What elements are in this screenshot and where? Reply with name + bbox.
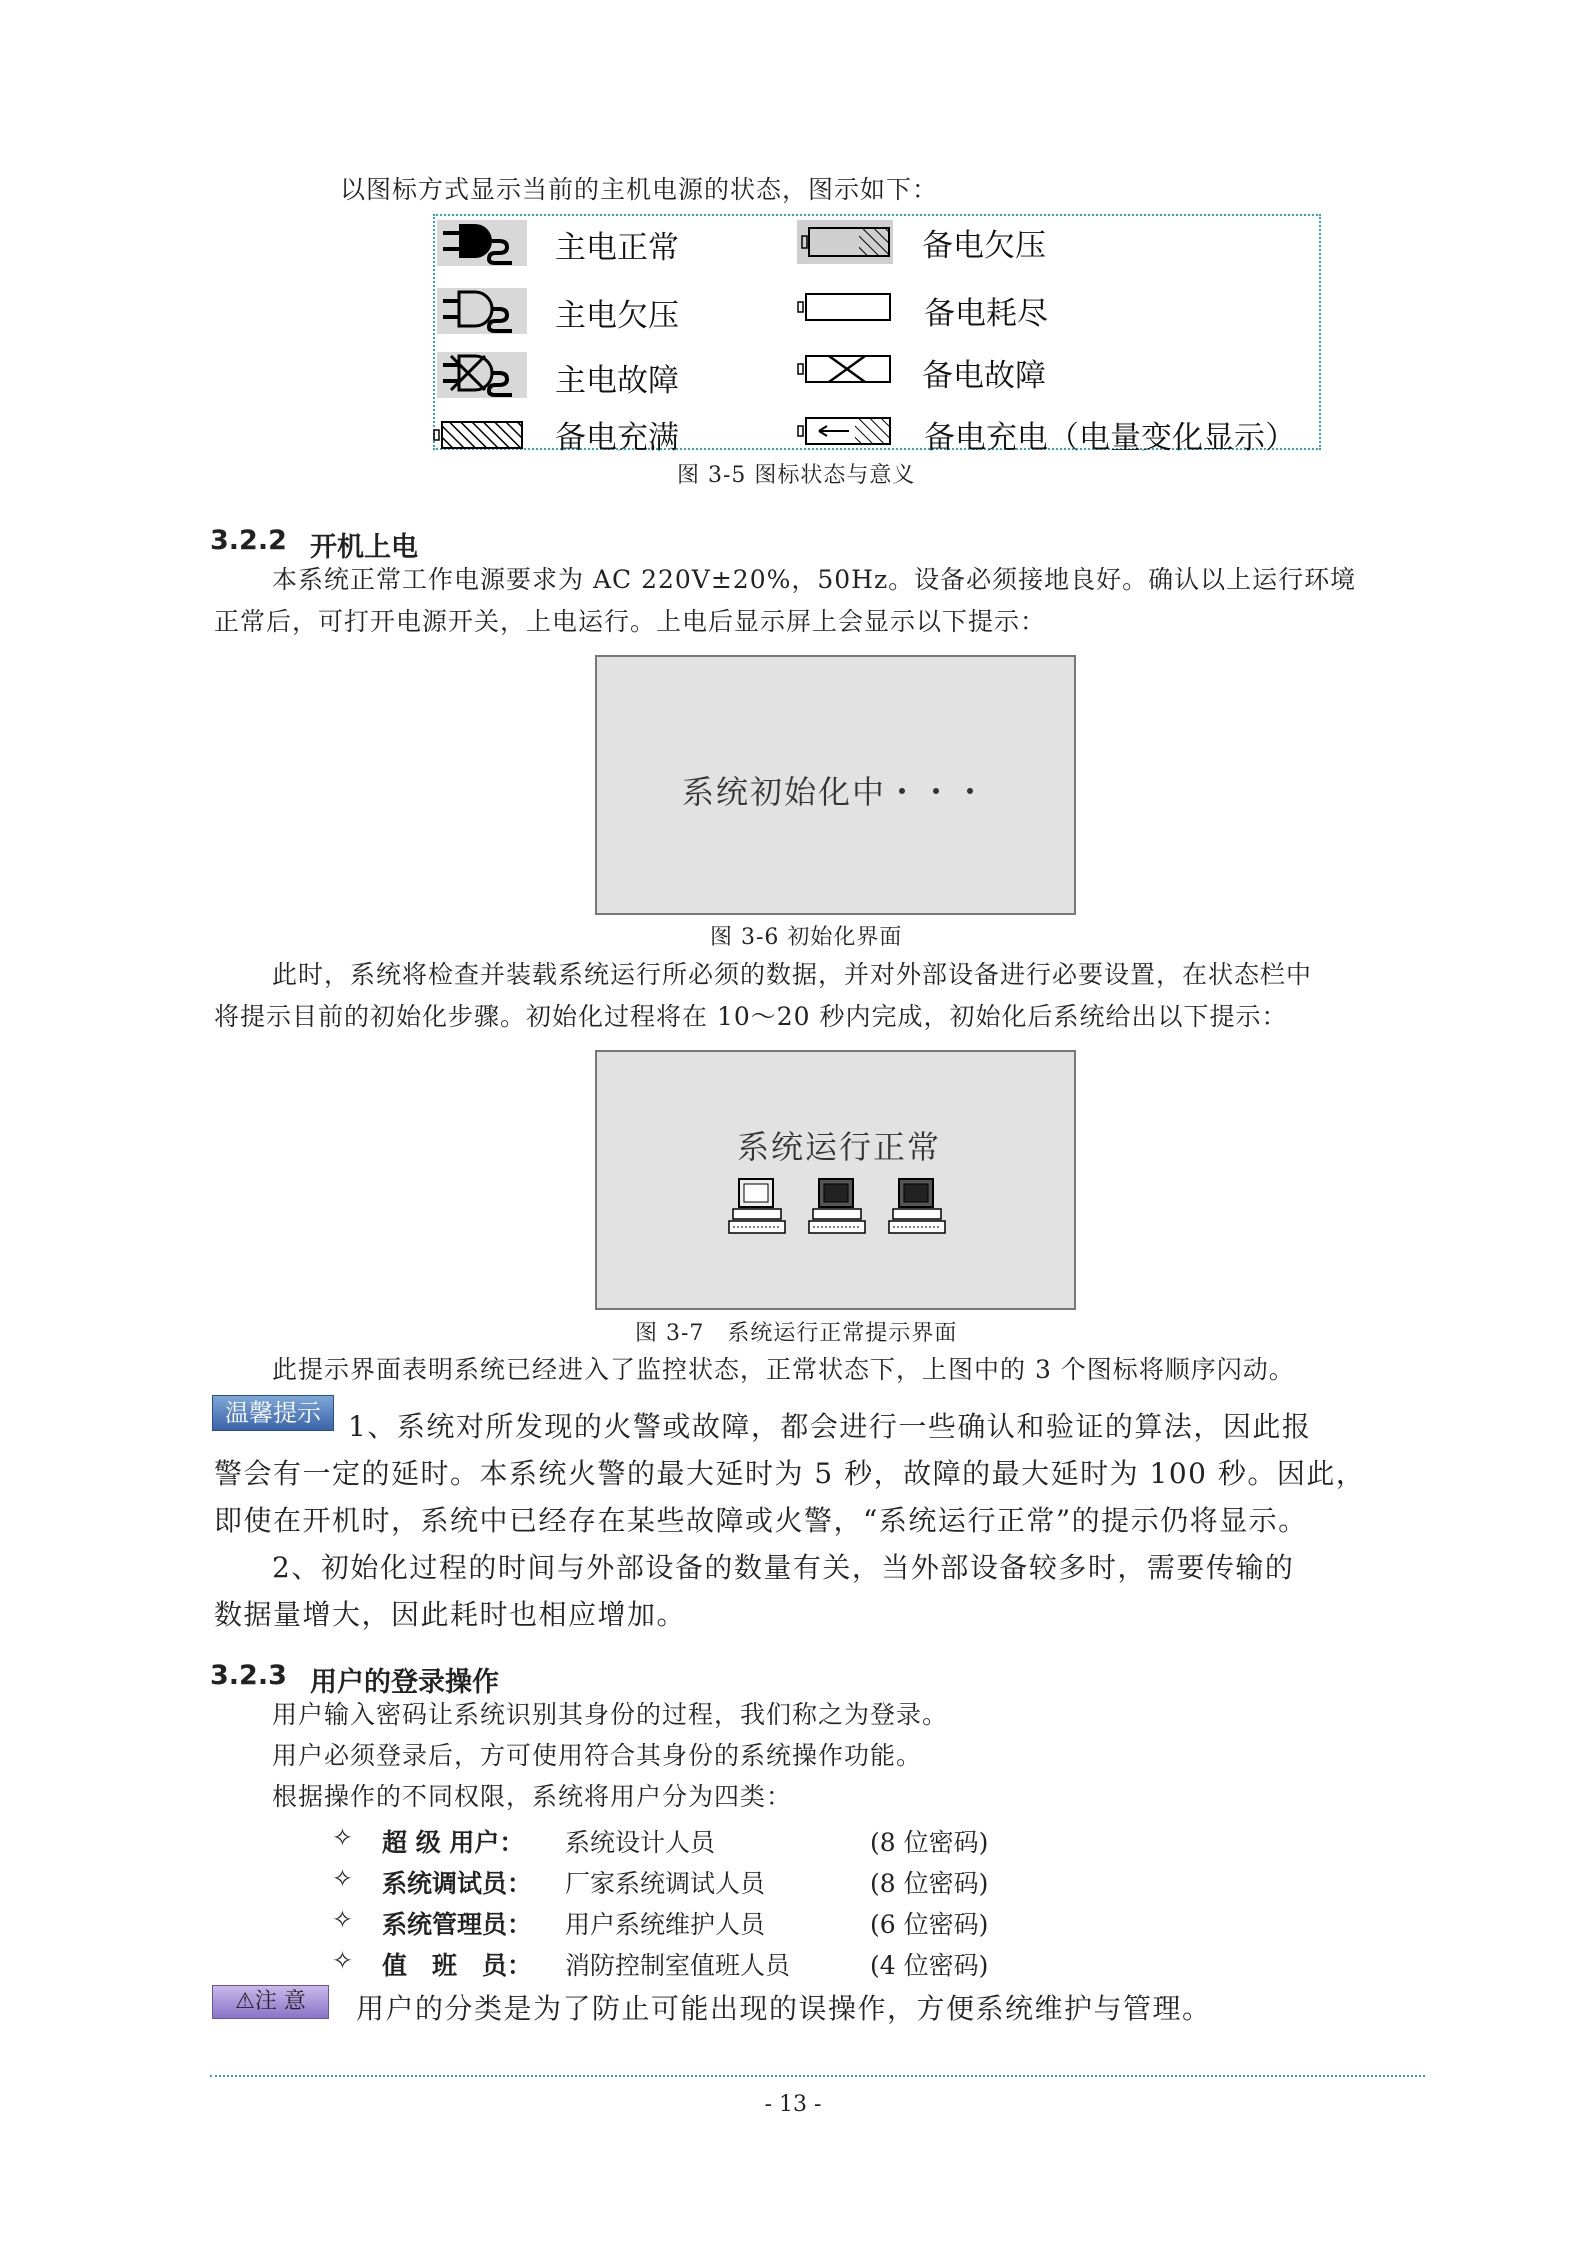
role-password: (8 位密码) [870, 1828, 989, 1857]
backup-low-icon [797, 220, 893, 264]
tip-badge: 温馨提示 [212, 1395, 334, 1431]
role-name: 系统管理员： [382, 1910, 533, 1939]
role-name: 超 级 用户： [382, 1828, 525, 1857]
section-number: 3.2.3 [210, 1660, 287, 1691]
paragraph-init-line2: 将提示目前的初始化步骤。初始化过程将在 10～20 秒内完成，初始化后系统给出以下提示： [214, 1002, 1288, 1031]
computer-icon [725, 1177, 791, 1235]
list-item [0, 1905, 1586, 1939]
section-title: 用户的登录操作 [310, 1667, 499, 1698]
role-name: 系统调试员： [382, 1869, 533, 1898]
role-password: (4 位密码) [870, 1951, 989, 1980]
tip-1-line2: 警会有一定的延时。本系统火警的最大延时为 5 秒，故障的最大延时为 100 秒。因此， [214, 1457, 1366, 1490]
init-screen-text: 系统初始化中・・・ [682, 773, 989, 811]
tip-1-line3: 即使在开机时，系统中已经存在某些故障或火警，“系统运行正常”的提示仍将显示。 [214, 1504, 1308, 1537]
main-power-normal-icon [437, 220, 527, 266]
main-power-low-icon [437, 288, 527, 334]
computer-icon [885, 1177, 951, 1235]
footer-divider [210, 2075, 1425, 2077]
page-number: - 13 - [764, 2092, 822, 2117]
role-desc: 系统设计人员 [565, 1828, 716, 1857]
bullet-icon: ✧ [332, 1864, 353, 1893]
tip-2-line1: 2、初始化过程的时间与外部设备的数量有关，当外部设备较多时，需要传输的 [272, 1551, 1295, 1584]
paragraph-init-line1: 此时，系统将检查并装载系统运行所必须的数据，并对外部设备进行必要设置，在状态栏中 [272, 960, 1313, 989]
note-text: 用户的分类是为了防止可能出现的误操作，方便系统维护与管理。 [356, 1992, 1212, 2025]
running-screen [595, 1050, 1076, 1310]
legend-main-normal: 主电正常 [555, 230, 679, 266]
legend-backup-full: 备电充满 [555, 420, 679, 456]
backup-fault-icon [797, 352, 893, 386]
tip-1-line1: 1、系统对所发现的火警或故障，都会进行一些确认和验证的算法，因此报 [348, 1410, 1312, 1443]
tip-2-line2: 数据量增大，因此耗时也相应增加。 [214, 1598, 687, 1631]
legend-backup-low: 备电欠压 [922, 228, 1046, 264]
login-line2: 用户必须登录后，方可使用符合其身份的系统操作功能。 [272, 1741, 923, 1770]
backup-empty-icon [797, 290, 893, 324]
list-item [0, 1864, 1586, 1898]
computer-icon [805, 1177, 871, 1235]
section-title: 开机上电 [310, 532, 418, 563]
bullet-icon: ✧ [332, 1946, 353, 1975]
list-item [0, 1946, 1586, 1980]
init-screen [595, 655, 1076, 915]
login-line1: 用户输入密码让系统识别其身份的过程，我们称之为登录。 [272, 1700, 949, 1729]
role-name: 值 班 员： [382, 1951, 533, 1980]
backup-full-icon [433, 418, 525, 452]
running-screen-text: 系统运行正常 [737, 1128, 942, 1166]
role-desc: 用户系统维护人员 [565, 1910, 766, 1939]
bullet-icon: ✧ [332, 1905, 353, 1934]
section-number: 3.2.2 [210, 525, 287, 556]
note-badge: ⚠注 意 [212, 1985, 329, 2019]
paragraph-blink: 此提示界面表明系统已经进入了监控状态，正常状态下，上图中的 3 个图标将顺序闪动。 [272, 1355, 1295, 1384]
backup-charging-icon [797, 414, 893, 448]
role-desc: 消防控制室值班人员 [565, 1951, 791, 1980]
role-password: (8 位密码) [870, 1869, 989, 1898]
list-item [0, 1823, 1586, 1857]
login-line3: 根据操作的不同权限，系统将用户分为四类： [272, 1782, 793, 1811]
legend-backup-empty: 备电耗尽 [924, 296, 1048, 332]
role-desc: 厂家系统调试人员 [565, 1869, 766, 1898]
legend-backup-charging: 备电充电（电量变化显示） [924, 420, 1296, 456]
paragraph-power-line2: 正常后，可打开电源开关，上电运行。上电后显示屏上会显示以下提示： [214, 607, 1047, 636]
legend-main-low: 主电欠压 [555, 298, 679, 334]
role-password: (6 位密码) [870, 1910, 989, 1939]
main-power-fault-icon [437, 352, 527, 398]
legend-main-fault: 主电故障 [555, 363, 679, 399]
paragraph-power-line1: 本系统正常工作电源要求为 AC 220V±20%，50Hz。设备必须接地良好。确认以上运行环境 [272, 565, 1357, 594]
intro-text: 以图标方式显示当前的主机电源的状态，图示如下： [340, 175, 939, 204]
figure-3-7-caption: 图 3-7 系统运行正常提示界面 [635, 1321, 958, 1346]
figure-3-6-caption: 图 3-6 初始化界面 [710, 925, 903, 950]
bullet-icon: ✧ [332, 1823, 353, 1852]
legend-backup-fault: 备电故障 [922, 358, 1046, 394]
figure-3-5-caption: 图 3-5 图标状态与意义 [677, 463, 916, 488]
